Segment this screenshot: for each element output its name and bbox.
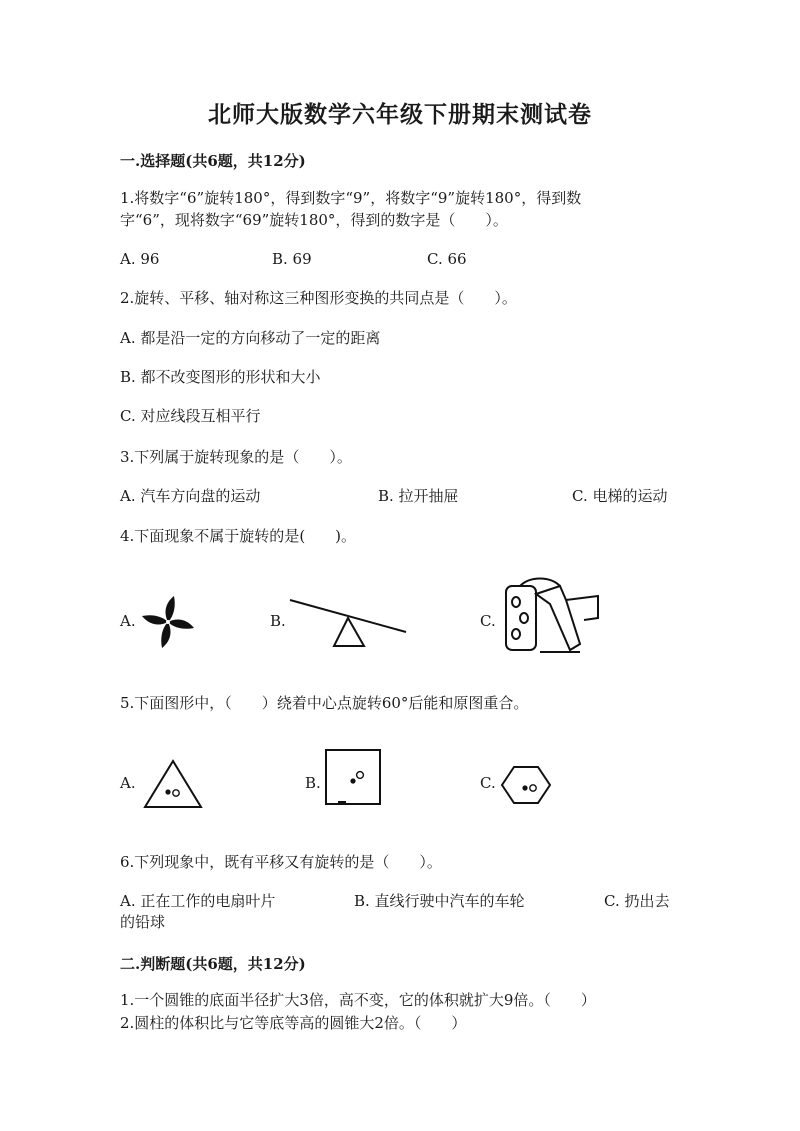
hexagon-icon[interactable]: [500, 764, 552, 806]
q3-option-a[interactable]: A. 汽车方向盘的运动: [120, 487, 261, 505]
q2-option-b[interactable]: B. 都不改变图形的形状和大小: [120, 368, 321, 386]
question-6-text: 6.下列现象中，既有平移又有旋转的是（ ）。: [120, 853, 442, 871]
judgement-2-text: 2.圆柱的体积比与它等底等高的圆锥大2倍。（ ）: [120, 1014, 467, 1032]
q6-option-c-wrap: 的铅球: [120, 913, 166, 931]
q4-label-a[interactable]: A.: [120, 612, 136, 630]
question-5-text: 5.下面图形中，（ ）绕着中心点旋转60°后能和原图重合。: [120, 694, 529, 712]
question-1-line-2: 字“6”，现将数字“69”旋转180°，得到的数字是（ ）。: [120, 211, 508, 229]
slide-icon[interactable]: [500, 574, 604, 656]
section-heading-choice: 一.选择题(共6题，共12分): [120, 152, 306, 170]
q6-option-b[interactable]: B. 直线行驶中汽车的车轮: [354, 892, 525, 910]
question-4-text: 4.下面现象不属于旋转的是( )。: [120, 527, 357, 545]
q2-option-a[interactable]: A. 都是沿一定的方向移动了一定的距离: [120, 329, 381, 347]
q6-option-a[interactable]: A. 正在工作的电扇叶片: [120, 892, 276, 910]
q2-option-c[interactable]: C. 对应线段互相平行: [120, 407, 261, 425]
square-icon[interactable]: [324, 748, 382, 806]
triangle-icon[interactable]: [142, 758, 204, 810]
q1-option-c[interactable]: C. 66: [427, 250, 467, 268]
question-2-text: 2.旋转、平移、轴对称这三种图形变换的共同点是（ ）。: [120, 289, 517, 307]
q4-label-b[interactable]: B.: [270, 612, 286, 630]
q1-option-a[interactable]: A. 96: [120, 250, 160, 268]
q6-option-c[interactable]: C. 扔出去: [604, 892, 670, 910]
section-heading-judgement: 二.判断题(共6题，共12分): [120, 955, 306, 973]
q5-label-c[interactable]: C.: [480, 774, 496, 792]
q1-option-b[interactable]: B. 69: [272, 250, 312, 268]
judgement-1-text: 1.一个圆锥的底面半径扩大3倍，高不变，它的体积就扩大9倍。（ ）: [120, 991, 596, 1009]
q5-label-b[interactable]: B.: [305, 774, 321, 792]
question-3-text: 3.下列属于旋转现象的是（ ）。: [120, 448, 352, 466]
q5-label-a[interactable]: A.: [120, 774, 136, 792]
pinwheel-icon[interactable]: [138, 592, 198, 652]
question-1-line-1: 1.将数字“6”旋转180°，得到数字“9”，将数字“9”旋转180°，得到数: [120, 189, 582, 207]
seesaw-icon[interactable]: [286, 596, 410, 652]
page-title: 北师大版数学六年级下册期末测试卷: [208, 101, 592, 128]
q3-option-b[interactable]: B. 拉开抽屉: [378, 487, 459, 505]
q3-option-c[interactable]: C. 电梯的运动: [572, 487, 668, 505]
q4-label-c[interactable]: C.: [480, 612, 496, 630]
